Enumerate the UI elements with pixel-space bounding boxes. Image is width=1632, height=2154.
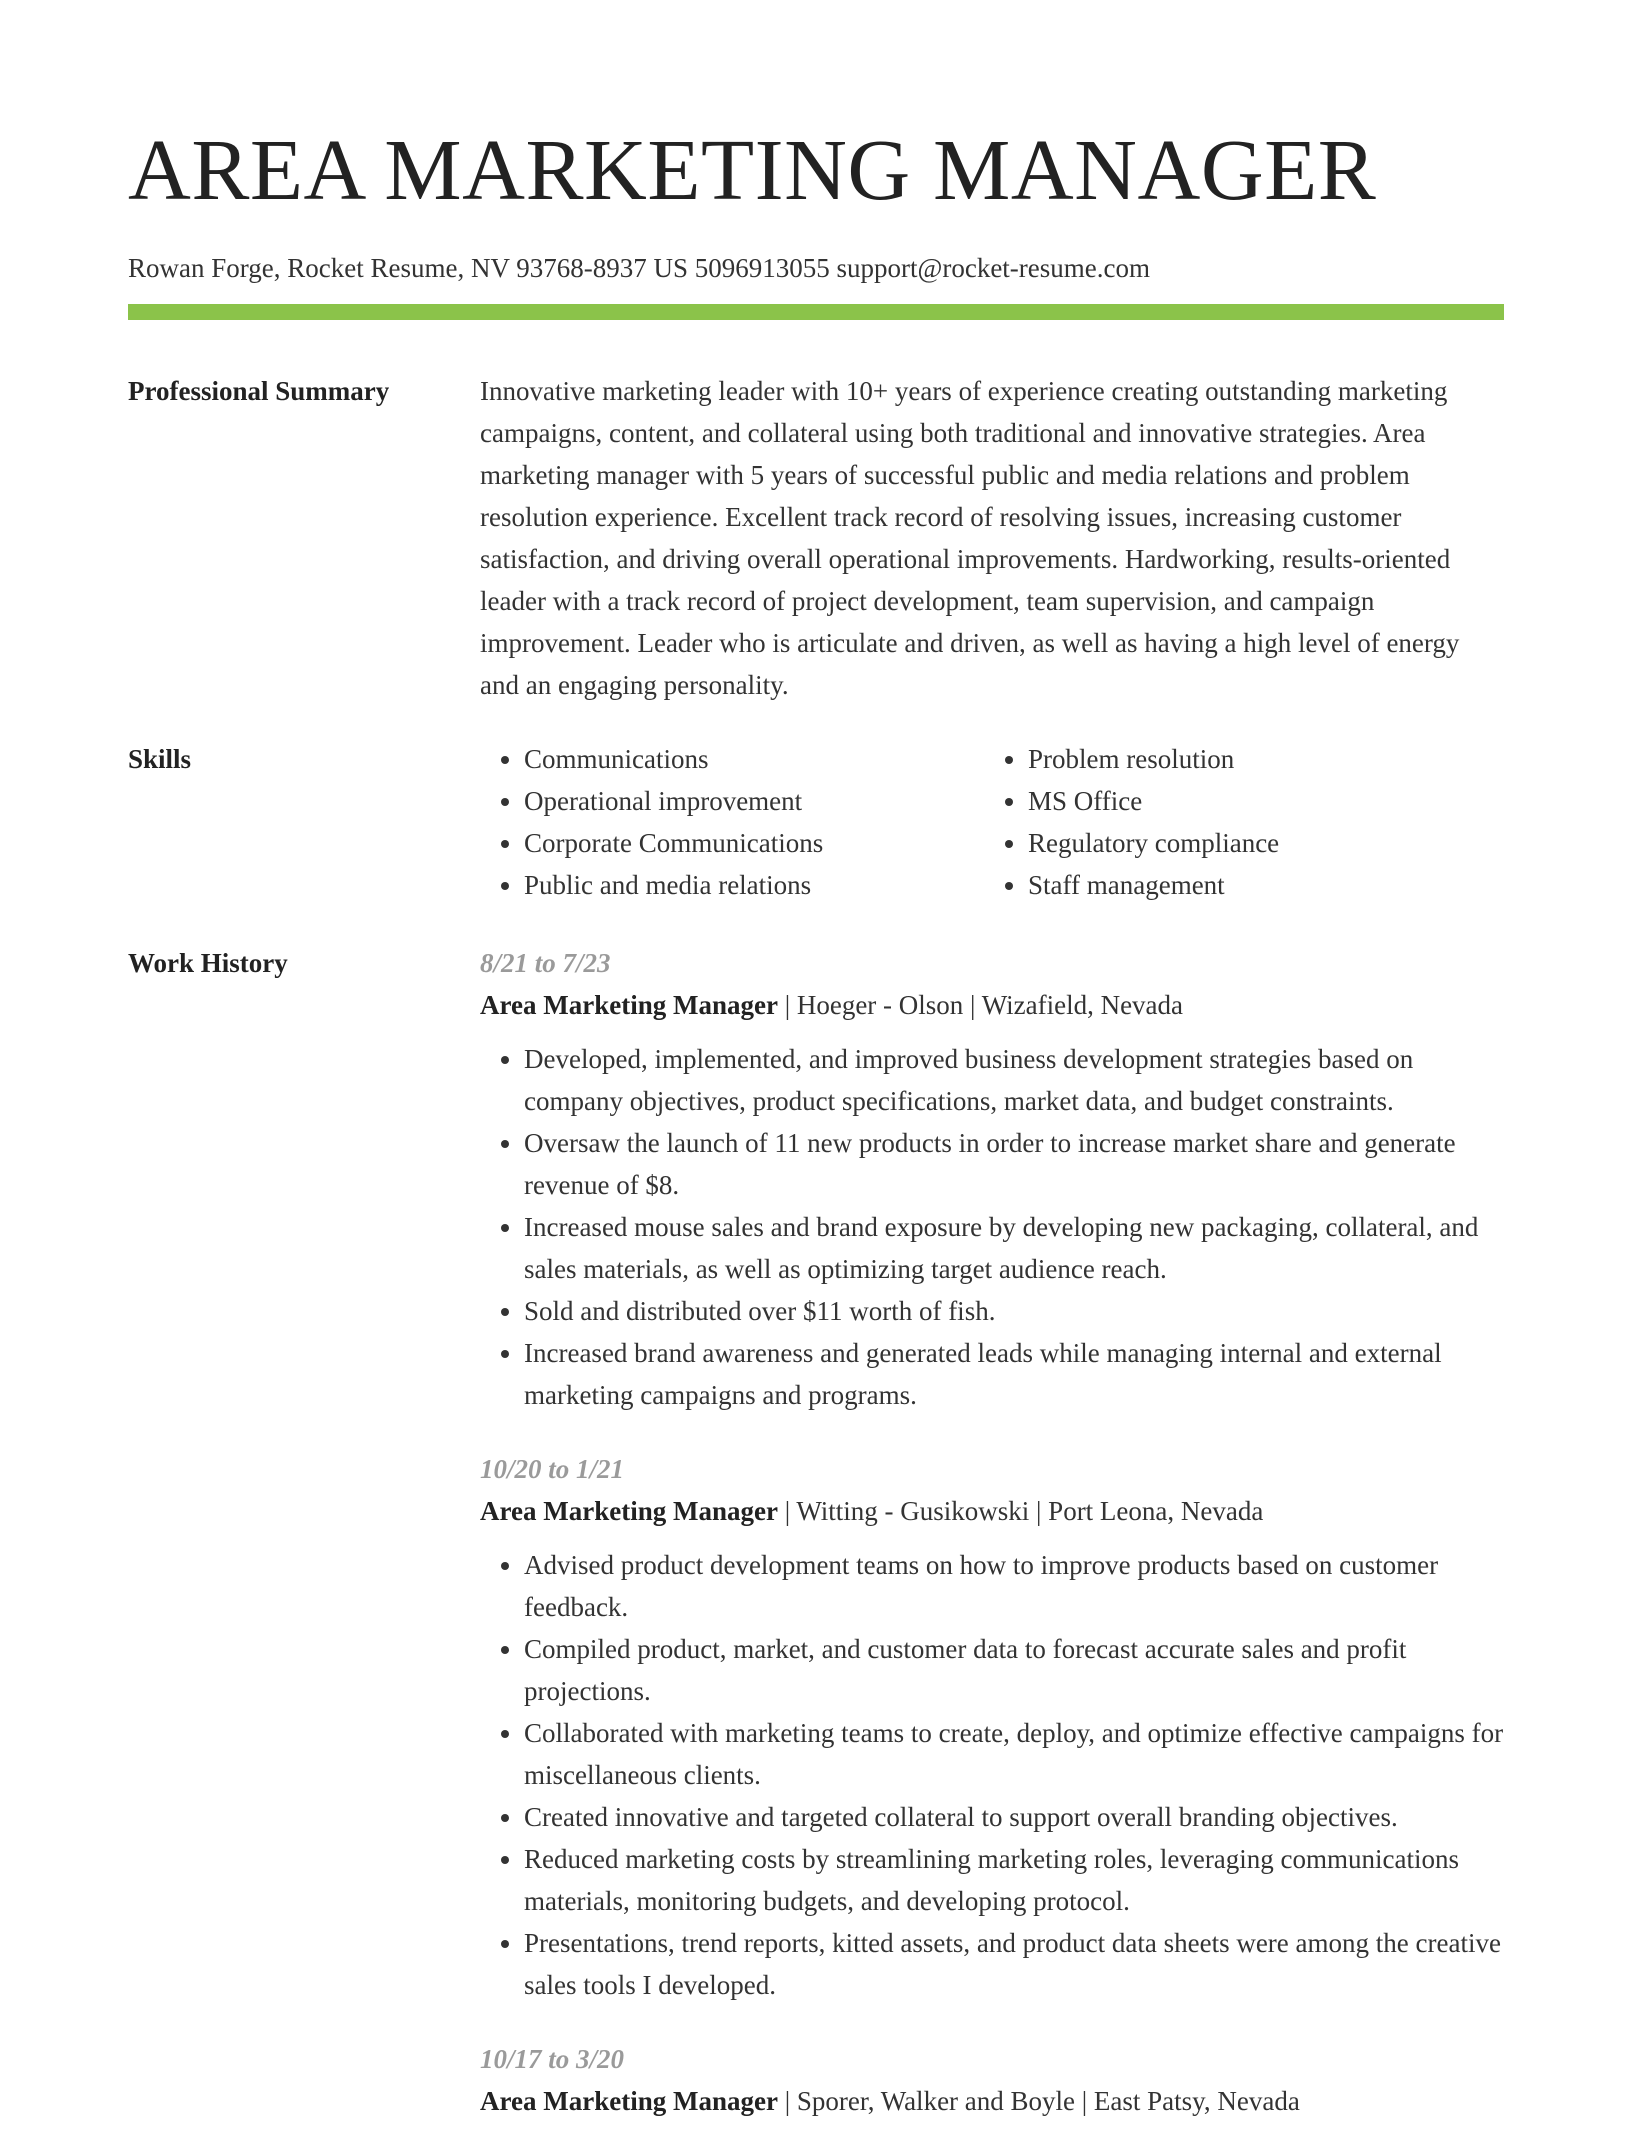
resume-title: AREA MARKETING MANAGER [128, 121, 1377, 218]
skill-item: • Problem resolution [1028, 738, 1488, 780]
job-dates: 10/20 to 1/21 [480, 1454, 625, 1484]
summary-section [128, 370, 1504, 706]
work-history-heading: Work History [128, 948, 288, 978]
header-divider [128, 304, 1504, 320]
skills-list-right [984, 738, 1488, 906]
summary-heading: Professional Summary [128, 376, 390, 406]
resume-page [128, 0, 1504, 2154]
skill-item: • Public and media relations [524, 864, 984, 906]
job-title: Area Marketing Manager [480, 990, 778, 1020]
job-entry [480, 1448, 1504, 2006]
skills-heading: Skills [128, 744, 192, 774]
job-title: Area Marketing Manager [480, 2086, 778, 2116]
job-bullets [480, 1544, 1504, 2006]
work-history-section [128, 942, 1504, 2154]
job-bullet: • Created innovative and targeted collateral to support overall branding objectives. [524, 1796, 1504, 1838]
job-bullet: • Collaborated with marketing teams to create, deploy, and optimize effective campaigns for miscellaneous clients. [524, 1712, 1504, 1796]
job-details: | Witting - Gusikowski | Port Leona, Nevada [777, 1496, 1264, 1526]
job-heading [480, 984, 1504, 1026]
job-entry [480, 2038, 1504, 2122]
job-bullet: • Reduced marketing costs by streamlining marketing roles, leveraging communications materials, monitoring budgets, and developing protocol. [524, 1838, 1504, 1922]
skills-list-left [480, 738, 984, 906]
job-bullet: • Advised product development teams on how to improve products based on customer feedback. [524, 1544, 1504, 1628]
job-dates: 10/17 to 3/20 [480, 2044, 625, 2074]
job-title: Area Marketing Manager [480, 1496, 778, 1526]
skill-item: • Operational improvement [524, 780, 984, 822]
job-bullet: • Sold and distributed over $11 worth of fish. [524, 1290, 1504, 1332]
skill-item: • Communications [524, 738, 984, 780]
job-details: | Sporer, Walker and Boyle | East Patsy, Nevada [777, 2086, 1300, 2116]
skill-item: • Regulatory compliance [1028, 822, 1488, 864]
contact-line: Rowan Forge, Rocket Resume, NV 93768-8937 US 5096913055 support@rocket-resume.com [128, 253, 1150, 283]
job-bullets [480, 1038, 1504, 1416]
job-heading [480, 2080, 1504, 2122]
job-bullet: • Presentations, trend reports, kitted assets, and product data sheets were among the creative sales tools I developed. [524, 1922, 1504, 2006]
job-bullet: • Oversaw the launch of 11 new products in order to increase market share and generate revenue of $8. [524, 1122, 1504, 1206]
job-dates: 8/21 to 7/23 [480, 948, 611, 978]
skill-item: • MS Office [1028, 780, 1488, 822]
job-bullet: • Increased brand awareness and generated leads while managing internal and external marketing campaigns and programs. [524, 1332, 1504, 1416]
job-bullet: • Developed, implemented, and improved business development strategies based on company objectives, product specifications, market data, and budget constraints. [524, 1038, 1504, 1122]
skill-item: • Staff management [1028, 864, 1488, 906]
skill-item: • Corporate Communications [524, 822, 984, 864]
job-heading [480, 1490, 1504, 1532]
job-bullet: • Compiled product, market, and customer data to forecast accurate sales and profit projections. [524, 1628, 1504, 1712]
job-bullet: • Increased mouse sales and brand exposure by developing new packaging, collateral, and sales materials, as well as optimizing target audience reach. [524, 1206, 1504, 1290]
job-entry [480, 942, 1504, 1416]
skills-section [128, 738, 1504, 906]
job-details: | Hoeger - Olson | Wizafield, Nevada [777, 990, 1184, 1020]
summary-text: Innovative marketing leader with 10+ years of experience creating outstanding marketing campaigns, content, and collateral using both traditional and innovative strategies. Area marketing manager with 5 years of successful public and media relations and problem resolution experience. Excellent track record of resolving issues, increasing customer satisfaction, and driving overall operational improvements. Hardworking, results-oriented leader with a track record of project development, team supervision, and campaign improvement. Leader who is articulate and driven, as well as having a high level of energy and an engaging personality. [480, 376, 1460, 700]
